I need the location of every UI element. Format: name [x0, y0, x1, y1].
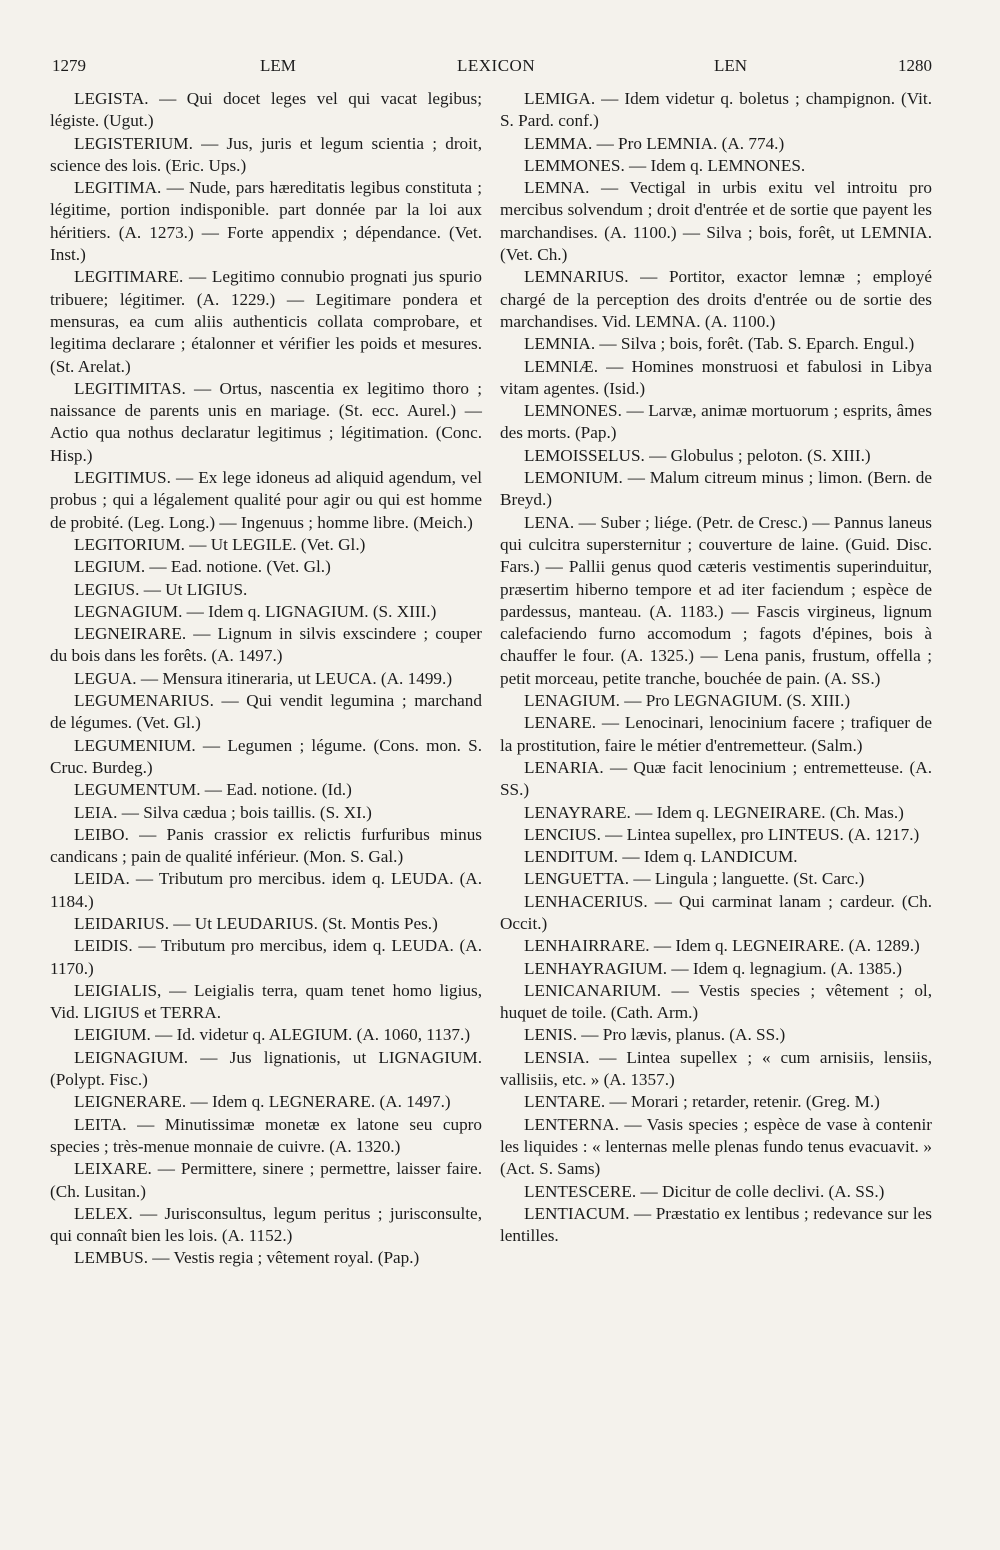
dictionary-entry: LEGIUS. — Ut LIGIUS.: [74, 579, 248, 599]
dictionary-entry: LEMIGA. — Idem videtur q. boletus ; champignon. (Vit. S. Pard. conf.): [500, 89, 932, 131]
dictionary-entry: LEIGIUM. — Id. videtur q. ALEGIUM. (A. 1060, 1137.): [74, 1025, 471, 1045]
dictionary-entry: LEGITORIUM. — Ut LEGILE. (Vet. Gl.): [74, 534, 366, 554]
dictionary-entry: LEITA. — Minutissimæ monetæ ex latone seu cupro species ; très-menue monnaie de cuivre. (A. 1320.): [50, 1114, 482, 1156]
dictionary-entry: LEMNIÆ. — Homines monstruosi et fabulosi in Libya vitam agentes. (Isid.): [500, 356, 932, 398]
dictionary-entry: LENARIA. — Quæ facit lenocinium ; entremetteuse. (A. SS.): [500, 757, 932, 800]
dictionary-entry: LEIDIS. — Tributum pro mercibus, idem q. LEUDA. (A. 1170.): [50, 936, 482, 978]
dictionary-entry: LEMNIA. — Silva ; bois, forêt. (Tab. S. Eparch. Engul.): [524, 334, 915, 354]
dictionary-entry: LENHACERIUS. — Qui carminat lanam ; cardeur. (Ch. Occit.): [500, 891, 932, 933]
dictionary-entry: LEMBUS. — Vestis regia ; vêtement royal. (Pap.): [74, 1248, 420, 1268]
dictionary-entry: LENCIUS. — Lintea supellex, pro LINTEUS. (A. 1217.): [524, 824, 920, 844]
right-column: [500, 88, 932, 1247]
dictionary-entry: LEGITIMARE. — Legitimo connubio prognati jus spurio tribuere; légitimer. (A. 1229.) — Legitimare pondera et mensuras, ea cum aliis authenticis collata comprobare, et legitima declarare ; étalonner et vérifier les poids et mesures. (St. Arelat.): [50, 267, 482, 376]
dictionary-entry: LENDITUM. — Idem q. LANDICUM.: [524, 847, 798, 867]
dictionary-entry: LEIBO. — Panis crassior ex relictis furfuribus minus candicans ; pain de qualité inférieur. (Mon. S. Gal.): [50, 824, 482, 867]
dictionary-entry: LEMNONES. — Larvæ, animæ mortuorum ; esprits, âmes des morts. (Pap.): [500, 401, 932, 443]
dictionary-entry: LEIA. — Silva cædua ; bois taillis. (S. XI.): [74, 802, 372, 822]
dictionary-entry: LEMNARIUS. — Portitor, exactor lemnæ ; employé chargé de la perception des droits d'entrée ou de sortie des marchandises. Vid. LEMNA. (A. 1100.): [500, 267, 932, 331]
dictionary-entry: LEMMA. — Pro LEMNIA. (A. 774.): [524, 133, 785, 153]
dictionary-entry: LEIGNERARE. — Idem q. LEGNERARE. (A. 1497.): [74, 1092, 451, 1112]
dictionary-entry: LEGUMENIUM. — Legumen ; légume. (Cons. mon. S. Cruc. Burdeg.): [50, 735, 482, 777]
dictionary-entry: LEIGIALIS, — Leigialis terra, quam tenet homo ligius, Vid. LIGIUS et TERRA.: [50, 980, 482, 1023]
dictionary-entry: LEGNAGIUM. — Idem q. LIGNAGIUM. (S. XIII.): [74, 601, 437, 621]
page-header: [52, 56, 932, 82]
dictionary-entry: LEGUMENTUM. — Ead. notione. (Id.): [74, 780, 352, 800]
dictionary-entry: LEMOISSELUS. — Globulus ; peloton. (S. XIII.): [524, 445, 871, 465]
dictionary-entry: LENHAYRAGIUM. — Idem q. legnagium. (A. 1385.): [524, 958, 902, 978]
dictionary-entry: LENSIA. — Lintea supellex ; « cum arnisiis, lensiis, vallisiis, etc. » (A. 1357.): [500, 1047, 932, 1090]
dictionary-entry: LEGITIMUS. — Ex lege idoneus ad aliquid agendum, vel probus ; qui a légalement qualité pour agir ou qui est homme de probité. (Leg. Long.) — Ingenuus ; homme libre. (Meich.): [50, 468, 482, 532]
guide-word-right: LEN: [714, 56, 748, 75]
dictionary-entry: LEGUMENARIUS. — Qui vendit legumina ; marchand de légumes. (Vet. Gl.): [50, 691, 482, 733]
page-number-left: 1279: [52, 56, 86, 75]
dictionary-entry: LENTESCERE. — Dicitur de colle declivi. (A. SS.): [524, 1181, 885, 1201]
dictionary-entry: LELEX. — Jurisconsultus, legum peritus ; jurisconsulte, qui connaît bien les lois. (A. 1152.): [50, 1203, 482, 1246]
dictionary-entry: LEGITIMITAS. — Ortus, nascentia ex legitimo thoro ; naissance de parents unis en mariage. (St. ecc. Aurel.) — Actio qua nothus declaratur legitimus ; légitimation. (Conc. Hisp.): [50, 378, 482, 465]
guide-word-left: LEM: [260, 56, 296, 75]
dictionary-entry: LEIGNAGIUM. — Jus lignationis, ut LIGNAGIUM. (Polypt. Fisc.): [50, 1047, 482, 1090]
dictionary-entry: LEIXARE. — Permittere, sinere ; permettre, laisser faire. (Ch. Lusitan.): [50, 1159, 482, 1201]
dictionary-entry: LEIDA. — Tributum pro mercibus. idem q. LEUDA. (A. 1184.): [50, 869, 482, 911]
dictionary-entry: LENHAIRRARE. — Idem q. LEGNEIRARE. (A. 1289.): [524, 936, 920, 956]
dictionary-entry: LEGUA. — Mensura itineraria, ut LEUCA. (A. 1499.): [74, 668, 453, 688]
dictionary-entry: LENARE. — Lenocinari, lenocinium facere ; trafiquer de la prostitution, faire le métier d'entremetteur. (Salm.): [500, 713, 932, 755]
dictionary-entry: LEGISTERIUM. — Jus, juris et legum scientia ; droit, science des lois. (Eric. Ups.): [50, 133, 482, 175]
dictionary-entry: LENAGIUM. — Pro LEGNAGIUM. (S. XIII.): [524, 691, 851, 711]
page-number-right: 1280: [898, 56, 932, 75]
running-title: LEXICON: [457, 56, 536, 75]
dictionary-entry: LENGUETTA. — Lingula ; languette. (St. Carc.): [524, 869, 865, 889]
dictionary-entry: LENIS. — Pro lævis, planus. (A. SS.): [524, 1025, 786, 1045]
dictionary-entry: LENTERNA. — Vasis species ; espèce de vase à contenir les liquides : « lenternas melle plenas fundo tenus evacuavit. » (Act. S. Sams): [500, 1114, 932, 1179]
dictionary-entry: LENAYRARE. — Idem q. LEGNEIRARE. (Ch. Mas.): [524, 802, 904, 822]
dictionary-entry: LENICANARIUM. — Vestis species ; vêtement ; ol, huquet de toile. (Cath. Arm.): [500, 980, 932, 1023]
dictionary-entry: LEMNA. — Vectigal in urbis exitu vel introitu pro mercibus solvendum ; droit d'entrée et de sortie que payent les marchandises. (A. 1100.) — Silva ; bois, forêt, ut LEMNIA. (Vet. Ch.): [500, 178, 932, 265]
left-column: [50, 88, 482, 1270]
dictionary-entry: LEIDARIUS. — Ut LEUDARIUS. (St. Montis Pes.): [74, 913, 438, 933]
dictionary-entry: LEGITIMA. — Nude, pars hæreditatis legibus constituta ; légitime, portion indisponible. part donnée par la loi aux héritiers. (A. 1273.) — Forte appendix ; dépendance. (Vet. Inst.): [50, 178, 482, 265]
dictionary-entry: LEGIUM. — Ead. notione. (Vet. Gl.): [74, 557, 331, 577]
dictionary-entry: LENTARE. — Morari ; retarder, retenir. (Greg. M.): [524, 1092, 880, 1112]
dictionary-entry: LENA. — Suber ; liége. (Petr. de Cresc.) — Pannus laneus qui culcitra supersternitur ; couverture de laine. (Guid. Disc. Fars.) — Pallii genus quod cæteris vestimentis superinduitur, præsertim hiberno tempore et ad iter faciendum ; espèce de pardessus, manteau. (A. 1183.) — Fascis virgineus, lignum calefaciendo furno accomodum ; fagots d'épines, bois à chauffer le four. (A. 1325.) — Lena panis, frustum, offella ; petit morceau, petite tranche, bouchée de pain. (A. SS.): [500, 512, 932, 688]
dictionary-entry: LEGISTA. — Qui docet leges vel qui vacat legibus; légiste. (Ugut.): [50, 89, 482, 131]
dictionary-entry: LEMMONES. — Idem q. LEMNONES.: [524, 155, 806, 175]
dictionary-entry: LEGNEIRARE. — Lignum in silvis exscindere ; couper du bois dans les forêts. (A. 1497.): [50, 624, 482, 666]
dictionary-entry: LEMONIUM. — Malum citreum minus ; limon. (Bern. de Breyd.): [500, 468, 932, 510]
dictionary-entry: LENTIACUM. — Præstatio ex lentibus ; redevance sur les lentilles.: [500, 1203, 932, 1246]
